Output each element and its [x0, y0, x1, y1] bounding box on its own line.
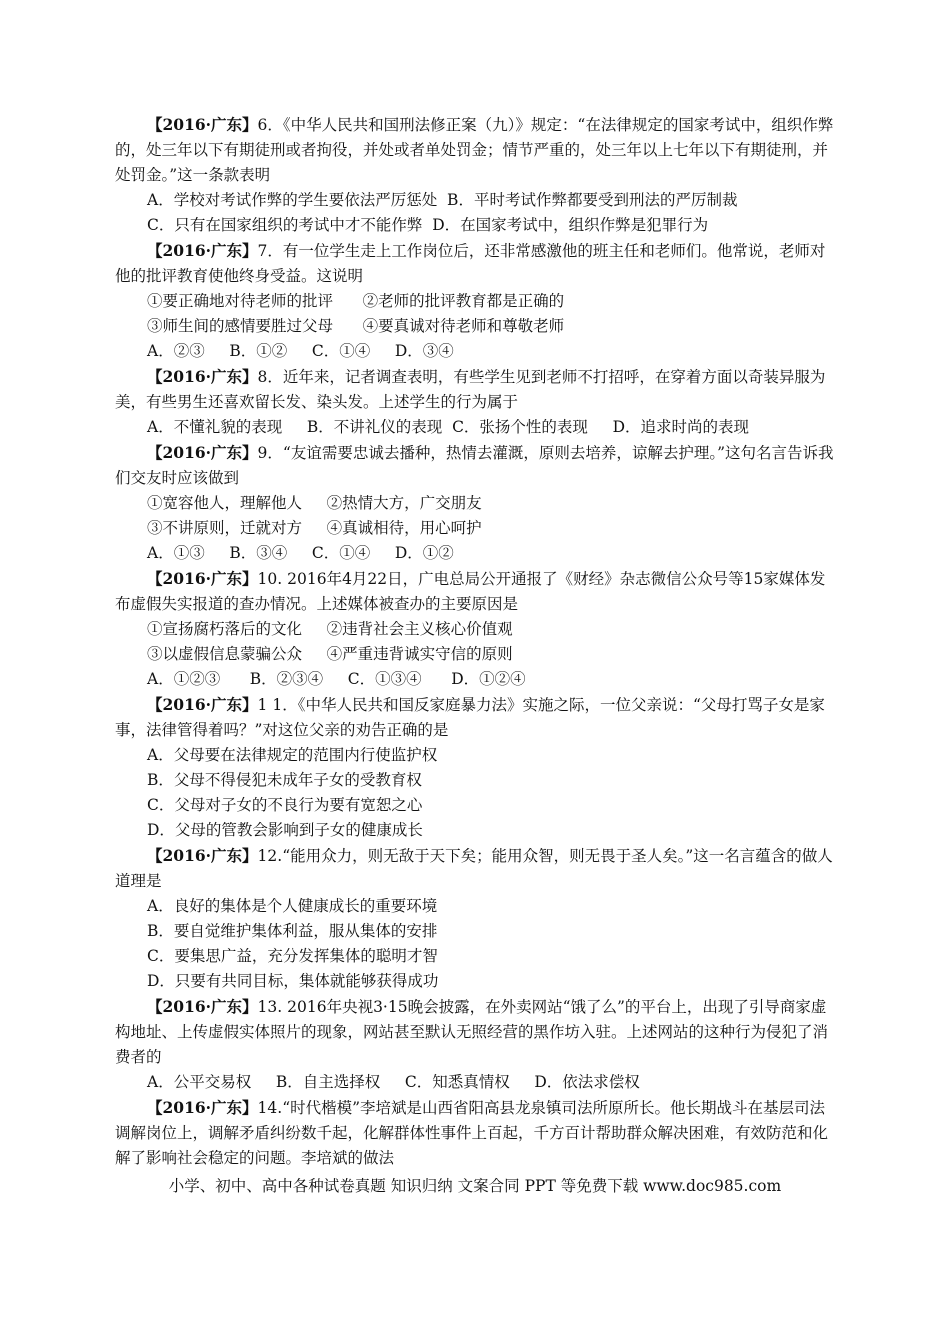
option-line: B．要自觉维护集体利益，服从集体的安排: [147, 922, 438, 940]
question-list: [115, 112, 840, 1171]
question-stem: [115, 692, 840, 743]
question-stem: [115, 238, 840, 289]
stem-text: 10. 2016年4月22日，广电总局公开通报了《财经》杂志微信公众号等15家媒体发布虚假失实报道的查办情况。上述媒体被查办的主要原因是: [115, 570, 826, 613]
footer-text: 小学、初中、高中各种试卷真题 知识归纳 文案合同 PPT 等免费下载 www.doc985.com: [168, 1177, 782, 1195]
option-line: ③以虚假信息蒙骗公众 ④严重违背诚实守信的原则: [147, 645, 513, 663]
option-line: A．良好的集体是个人健康成长的重要环境: [147, 897, 438, 915]
option-line: A．公平交易权 B．自主选择权 C．知悉真情权 D．依法求偿权: [147, 1073, 640, 1091]
option-line: A．学校对考试作弊的学生要依法严厉惩处 B．平时考试作弊都要受到刑法的严厉制裁: [147, 191, 738, 209]
question-stem: [115, 566, 840, 617]
question-block: [115, 440, 840, 566]
source-tag: 【2016·广东】: [147, 115, 258, 134]
question-stem: [115, 1095, 840, 1171]
question-block: [115, 994, 840, 1095]
option-line: A．不懂礼貌的表现 B．不讲礼仪的表现 C．张扬个性的表现 D．追求时尚的表现: [147, 418, 749, 436]
option-line: ③不讲原则，迁就对方 ④真诚相待，用心呵护: [147, 519, 482, 537]
stem-text: 6．《中华人民共和国刑法修正案（九）》规定：“在法律规定的国家考试中，组织作弊的，处三年以下有期徒刑或者拘役，并处或者单处罚金；情节严重的，处三年以上七年以下有期徒刑，并处罚金。”这一条款表明: [115, 116, 834, 184]
stem-text: 14.“时代楷模”李培斌是山西省阳高县龙泉镇司法所原所长。他长期战斗在基层司法调解岗位上，调解矛盾纠纷数千起，化解群体性事件上百起，千方百计帮助群众解决困难，有效防范和化解了影响社会稳定的问题。李培斌的做法: [115, 1099, 829, 1167]
source-tag: 【2016·广东】: [147, 695, 258, 714]
stem-text: 13. 2016年央视3·15晚会披露，在外卖网站“饿了么”的平台上，出现了引导商家虚构地址、上传虚假实体照片的现象，网站甚至默认无照经营的黑作坊入驻。上述网站的这种行为侵犯了消费者的: [115, 998, 829, 1066]
stem-text: 9．“友谊需要忠诚去播种，热情去灌溉，原则去培养，谅解去护理。”这句名言告诉我们交友时应该做到: [115, 444, 834, 487]
question-block: [115, 1095, 840, 1171]
option-line: D．只要有共同目标，集体就能够获得成功: [147, 972, 439, 990]
option-line: C．要集思广益，充分发挥集体的聪明才智: [147, 947, 438, 965]
option-line: ①要正确地对待老师的批评 ②老师的批评教育都是正确的: [147, 292, 565, 310]
question-block: [115, 692, 840, 843]
source-tag: 【2016·广东】: [147, 241, 258, 260]
option-line: A．①②③ B．②③④ C．①③④ D．①②④: [147, 670, 526, 688]
question-block: [115, 843, 840, 994]
source-tag: 【2016·广东】: [147, 443, 258, 462]
question-stem: [115, 112, 840, 188]
source-tag: 【2016·广东】: [147, 569, 258, 588]
question-block: [115, 112, 840, 238]
stem-text: 7．有一位学生走上工作岗位后，还非常感激他的班主任和老师们。他常说，老师对他的批评教育使他终身受益。这说明: [115, 242, 826, 285]
source-tag: 【2016·广东】: [147, 997, 258, 1016]
option-line: A．①③ B．③④ C．①④ D．①②: [147, 544, 454, 562]
source-tag: 【2016·广东】: [147, 367, 258, 386]
source-tag: 【2016·广东】: [147, 846, 258, 865]
question-block: [115, 238, 840, 364]
stem-text: 12.“能用众力，则无敌于天下矣；能用众智，则无畏于圣人矣。”这一名言蕴含的做人道理是: [115, 847, 833, 890]
option-line: ③师生间的感情要胜过父母 ④要真诚对待老师和尊敬老师: [147, 317, 565, 335]
stem-text: 8．近年来，记者调查表明，有些学生见到老师不打招呼，在穿着方面以奇装异服为美，有些男生还喜欢留长发、染头发。上述学生的行为属于: [115, 368, 826, 411]
question-stem: [115, 364, 840, 415]
question-stem: [115, 994, 840, 1070]
question-stem: [115, 440, 840, 491]
stem-text: 1 1．《中华人民共和国反家庭暴力法》实施之际，一位父亲说：“父母打骂子女是家事，法律管得着吗？”对这位父亲的劝告正确的是: [115, 696, 825, 739]
option-line: C．只有在国家组织的考试中才不能作弊 D．在国家考试中，组织作弊是犯罪行为: [147, 216, 709, 234]
question-block: [115, 364, 840, 440]
source-tag: 【2016·广东】: [147, 1098, 258, 1117]
question-block: [115, 566, 840, 692]
option-line: A．父母要在法律规定的范围内行使监护权: [147, 746, 438, 764]
question-stem: [115, 843, 840, 894]
option-line: A．②③ B．①② C．①④ D．③④: [147, 342, 454, 360]
option-line: ①宽容他人，理解他人 ②热情大方，广交朋友: [147, 494, 482, 512]
option-line: D．父母的管教会影响到子女的健康成长: [147, 821, 423, 839]
option-line: C．父母对子女的不良行为要有宽恕之心: [147, 796, 423, 814]
option-line: ①宣扬腐朽落后的文化 ②违背社会主义核心价值观: [147, 620, 513, 638]
option-line: B．父母不得侵犯未成年子女的受教育权: [147, 771, 422, 789]
